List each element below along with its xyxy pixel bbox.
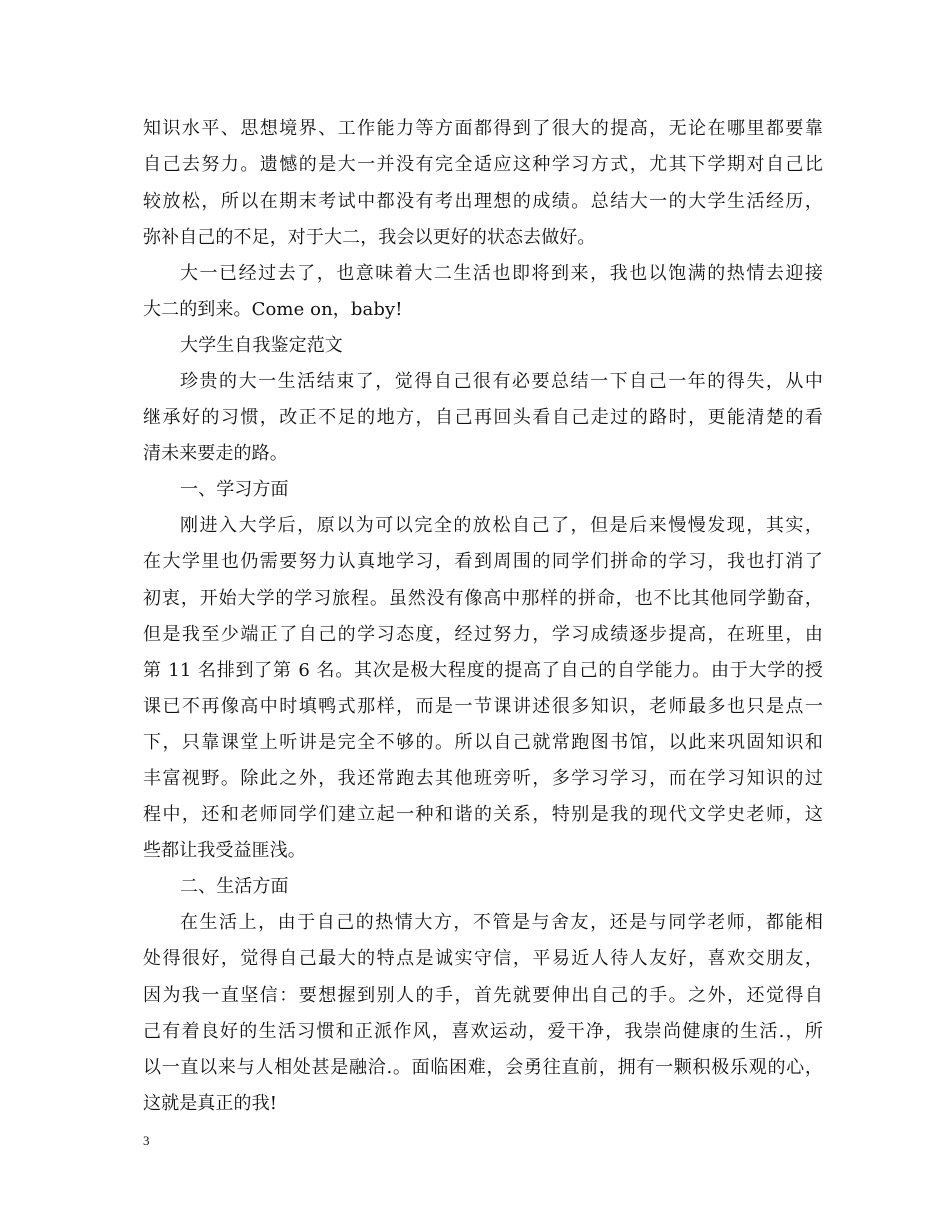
text-line: 丰富视野。除此之外，我还常跑去其他班旁听，多学习学习，而在学习知识的过 [143, 768, 823, 789]
text-line: 初衷，开始大学的学习旅程。虽然没有像高中那样的拼命，也不比其他同学勤奋， [143, 588, 823, 609]
text-line: 些都让我受益匪浅。 [143, 840, 306, 861]
paragraph-first-line: 珍贵的大一生活结束了，觉得自己很有必要总结一下自己一年的得失，从中 [180, 371, 823, 392]
text-line: 弥补自己的不足，对于大二，我会以更好的状态去做好。 [143, 227, 596, 248]
text-line: 清未来要走的路。 [143, 443, 288, 464]
text-line: 在大学里也仍需要努力认真地学习，看到周围的同学们拼命的学习，我也打消了 [143, 551, 823, 572]
text-line: 以一直以来与人相处甚是融洽.。面临困难，会勇往直前，拥有一颗积极乐观的心， [143, 1057, 823, 1078]
text-line: 第 11 名排到了第 6 名。其次是极大程度的提高了自己的自学能力。由于大学的授 [143, 660, 823, 681]
text-line: 大二的到来。Come on，baby! [143, 299, 403, 320]
paragraph-first-line: 在生活上，由于自己的热情大方，不管是与舍友，还是与同学老师，都能相 [180, 912, 823, 933]
text-line: 这就是真正的我! [143, 1093, 278, 1114]
text-line: 课已不再像高中时填鸭式那样，而是一节课讲述很多知识，老师最多也只是点一 [143, 696, 823, 717]
text-line: 知识水平、思想境界、工作能力等方面都得到了很大的提高，无论在哪里都要靠 [143, 118, 823, 139]
text-line: 处得很好，觉得自己最大的特点是诚实守信，平易近人待人友好，喜欢交朋友， [143, 948, 823, 969]
text-line: 下，只靠课堂上听讲是完全不够的。所以自己就常跑图书馆，以此来巩固知识和 [143, 732, 823, 753]
section-heading-study: 一、学习方面 [180, 479, 289, 500]
section-heading-life: 二、生活方面 [180, 876, 289, 897]
text-line: 程中，还和老师同学们建立起一种和谐的关系，特别是我的现代文学史老师，这 [143, 804, 823, 825]
paragraph-first-line: 大一已经过去了，也意味着大二生活也即将到来，我也以饱满的热情去迎接 [180, 263, 823, 284]
text-line: 继承好的习惯，改正不足的地方，自己再回头看自己走过的路时，更能清楚的看 [143, 407, 823, 428]
paragraph-first-line: 刚进入大学后，原以为可以完全的放松自己了，但是后来慢慢发现，其实， [180, 515, 823, 536]
text-line: 己有着良好的生活习惯和正派作风，喜欢运动，爱干净，我崇尚健康的生活.，所 [143, 1021, 823, 1042]
text-line: 较放松，所以在期末考试中都没有考出理想的成绩。总结大一的大学生活经历， [143, 191, 823, 212]
section-title: 大学生自我鉴定范文 [180, 335, 343, 356]
text-line: 但是我至少端正了自己的学习态度，经过努力，学习成绩逐步提高，在班里，由 [143, 624, 823, 645]
text-line: 因为我一直坚信：要想握到别人的手，首先就要伸出自己的手。之外，还觉得自 [143, 985, 823, 1006]
page-number: 3 [143, 1133, 150, 1148]
text-line: 自己去努力。遗憾的是大一并没有完全适应这种学习方式，尤其下学期对自己比 [143, 154, 823, 175]
